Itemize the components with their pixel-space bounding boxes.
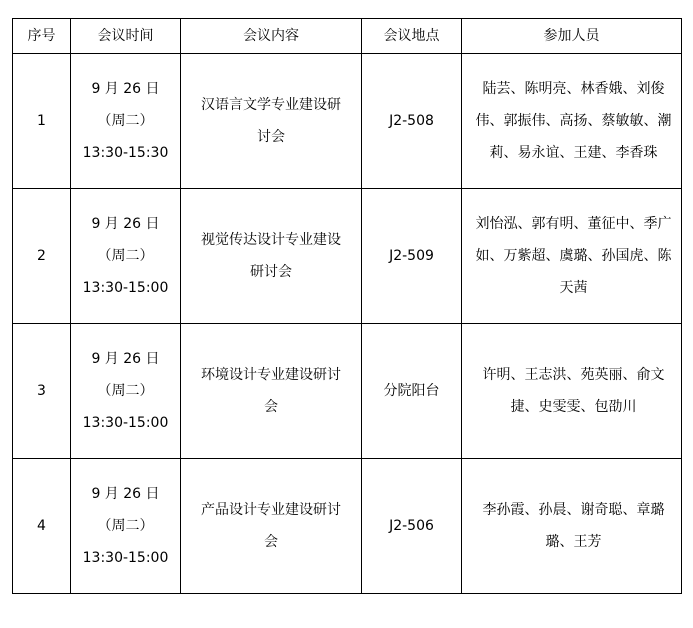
row-weekday: （周二）	[97, 248, 154, 264]
table-row	[13, 54, 682, 189]
row-content: 汉语言文学专业建设研讨会	[181, 54, 362, 189]
table-header-row	[13, 19, 682, 54]
row-time-range: 13:30-15:30	[82, 145, 169, 161]
header-content: 会议内容	[181, 19, 362, 54]
row-date: 9 月 26 日	[91, 216, 160, 232]
row-place: J2-509	[362, 189, 462, 324]
row-people: 许明、王志洪、苑英丽、俞文捷、史雯雯、包劭川	[462, 324, 682, 459]
row-content: 视觉传达设计专业建设研讨会	[181, 189, 362, 324]
row-time	[71, 189, 181, 324]
header-no: 序号	[13, 19, 71, 54]
header-time: 会议时间	[71, 19, 181, 54]
row-no: 3	[13, 324, 71, 459]
row-time	[71, 324, 181, 459]
table-row	[13, 324, 682, 459]
row-weekday: （周二）	[97, 383, 154, 399]
row-people: 陆芸、陈明亮、林香娥、刘俊伟、郭振伟、高扬、蔡敏敏、潮莉、易永谊、王建、李香珠	[462, 54, 682, 189]
row-place: 分院阳台	[362, 324, 462, 459]
row-weekday: （周二）	[97, 113, 154, 129]
row-place: J2-506	[362, 459, 462, 594]
row-date: 9 月 26 日	[91, 81, 160, 97]
row-content: 产品设计专业建设研讨会	[181, 459, 362, 594]
header-people: 参加人员	[462, 19, 682, 54]
row-time-range: 13:30-15:00	[82, 415, 169, 431]
row-time	[71, 459, 181, 594]
row-time-range: 13:30-15:00	[82, 280, 169, 296]
row-people: 李孙霞、孙晨、谢奇聪、章璐璐、王芳	[462, 459, 682, 594]
table-row	[13, 459, 682, 594]
row-people: 刘怡泓、郭有明、董征中、季广如、万紫超、虞璐、孙国虎、陈天茜	[462, 189, 682, 324]
row-weekday: （周二）	[97, 518, 154, 534]
meeting-schedule-table	[12, 18, 682, 594]
row-no: 2	[13, 189, 71, 324]
row-place: J2-508	[362, 54, 462, 189]
row-time-range: 13:30-15:00	[82, 550, 169, 566]
row-date: 9 月 26 日	[91, 351, 160, 367]
row-date: 9 月 26 日	[91, 486, 160, 502]
table-row	[13, 189, 682, 324]
row-time	[71, 54, 181, 189]
header-place: 会议地点	[362, 19, 462, 54]
row-no: 4	[13, 459, 71, 594]
row-content: 环境设计专业建设研讨会	[181, 324, 362, 459]
row-no: 1	[13, 54, 71, 189]
